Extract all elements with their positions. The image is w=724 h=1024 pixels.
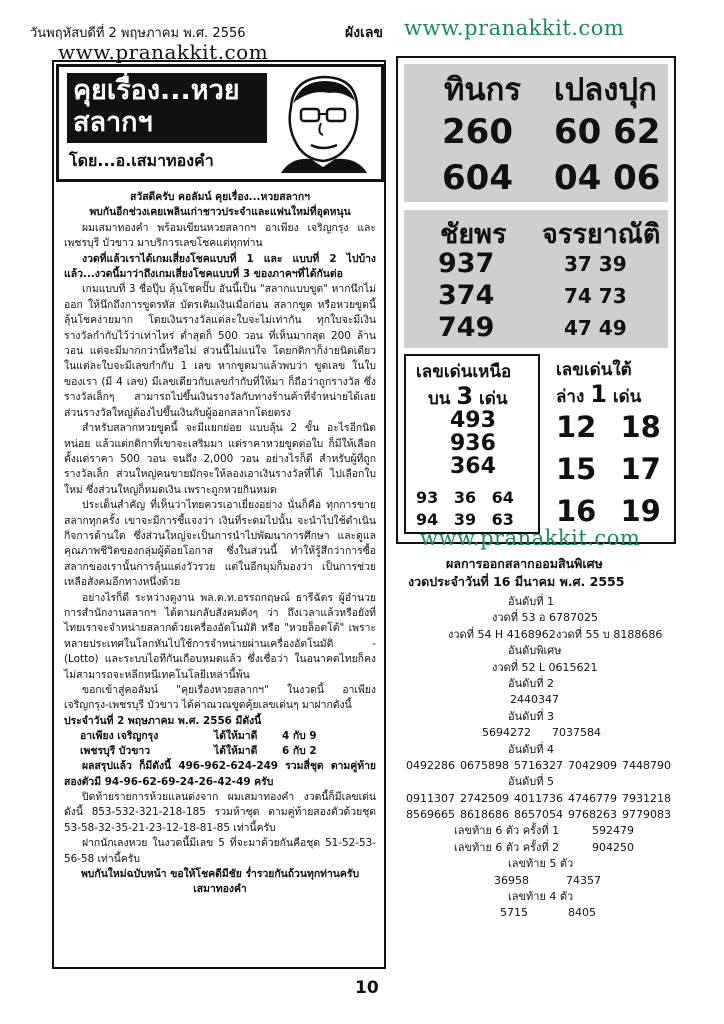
prediction-block-middle [404, 210, 668, 348]
result-row [408, 742, 670, 758]
predictor-name: เปลงปุก [554, 72, 657, 108]
pick-name: อาเพียง เจริญกรุง [80, 730, 159, 743]
result-row [408, 709, 670, 725]
column-body [64, 190, 376, 898]
result-value: 74357 [566, 873, 601, 887]
prediction-number: 74 73 [564, 284, 627, 308]
column-author: โดย...อ.เสมาทองคำ [69, 151, 214, 170]
result-value: 0675898 [460, 758, 509, 772]
column-paragraph: ประเด็นสำคัญ ที่เห็นว่าไทยควรเอาเยี่ยงอย่าง นั่นก็คือ ทุกการขายสลากทุกครั้ง เขาจะมีการชี้แจงว่า เงินที่ระดมไปนั้น จะนำไปใช้ดำเนินกิจการด้านใด ซึ่งส่วนใหญ่จะเป็นการนำไปพัฒนาการศึกษา และดูแลคุณภาพชีวิตของกลุ่มผู้ด้อยโอกาส ซึ่งในส่วนนี้ ทำให้รู้สึกว่าการซื้อสลากของเรานั้นการลุ้นแต่งวัวรวย แต่ในอีกมุมก็มองว่า เป็นการช่วยเหลือสังคมอีกทางหนึ่งด้วย [64, 499, 376, 589]
column-summary: ผลสรุปแล้ว ก็มีดังนี้ 496-962-624-249 รวมสี่ชุด ตามคู่ท้ายสองตัวมี 94-96-62-69-24-26-42-49 ครับ [64, 760, 376, 788]
predictor-name: ชัยพร [440, 219, 507, 250]
results-title-text: ผลการออกสลากออมสินพิเศษ [446, 556, 603, 571]
north-main-number: 364 [450, 454, 496, 479]
result-row [408, 692, 670, 708]
south-subtitle-num: 1 [590, 380, 607, 408]
prediction-number: 374 [438, 280, 495, 311]
result-value: 7448790 [622, 758, 671, 772]
column-banner [56, 64, 384, 182]
prediction-number: 04 06 [554, 158, 661, 198]
result-row [408, 627, 670, 643]
pick-pair: 4 กับ 9 [282, 730, 317, 743]
north-subtitle-a: บน [428, 389, 451, 409]
pick-pair: 6 กับ 2 [282, 745, 317, 758]
watermark-top-left: www.pranakkit.com [58, 40, 269, 64]
rank-label: อันดับที่ 3 [508, 709, 554, 723]
author-caricature-image [271, 67, 377, 173]
result-value: 4746779 [568, 791, 617, 805]
north-main-number: 493 [450, 408, 496, 433]
column-summary: ฝากนักเลงหวย ในงวดนี้มีเลข 5 ที่จะมาด้วยกันคือชุด 51-52-53-56-58 เท่านี้ครับ [64, 837, 376, 865]
north-pair-row: 93 36 64 [416, 488, 514, 507]
rank-label: อันดับที่ 1 [508, 595, 554, 608]
prediction-number: 47 49 [564, 316, 627, 340]
result-value: 2440347 [510, 693, 559, 707]
result-row [408, 905, 670, 921]
pick-row [64, 744, 376, 759]
pick-label: ได้ให้มาดี [214, 745, 258, 758]
rank-label: อันดับที่ 5 [508, 775, 554, 789]
north-numbers-box [404, 354, 540, 534]
prediction-number: 260 [442, 112, 513, 152]
result-value: 0492286 [406, 758, 455, 772]
column-greeting: สวัสดีครับ คอลัมน์ คุยเรื่อง...หวยสลากฯ [130, 191, 310, 203]
issue-date: วันพฤหัสบดีที่ 2 พฤษภาคม พ.ศ. 2556 [30, 26, 246, 41]
rank-label: อันดับที่ 4 [508, 742, 554, 756]
rank-label: อันดับพิเศษ [508, 644, 562, 658]
rank-label: เลขท้าย 5 ตัว [508, 857, 574, 871]
results-date-text: งวดประจำวันที่ 16 มีนาคม พ.ศ. 2555 [408, 574, 625, 589]
picks-date-title: ประจำวันที่ 2 พฤษภาคม พ.ศ. 2556 มีดังนี้ [64, 714, 262, 727]
results-title [408, 556, 670, 574]
column-title-line2: สลากฯ [73, 107, 153, 138]
result-row [408, 758, 670, 774]
prediction-block-top [404, 64, 668, 202]
watermark-top-right: www.pranakkit.com [404, 16, 625, 40]
column-paragraph: เกมแบบที่ 3 ชื่อปุ๊บ ลุ้นโชคปั๊บ อันนี้เป็น "สลากแบบขูด" หากนึกไม่ออก ให้นึกถึงการขูดรหัส บัตรเติมเงินเมื่อก่อน สลากขูด หรือหวยขูดนี้ ลุ้นโชคง่ายมาก โดยเงินรางวัลแต่ละใบจะไม่เท่ากัน ทุกใบจะมีเงินรางวัลกำกับไว้ว่าเท่าไหร่ ต่ำสุดก็ 500 วอน ที่เห็นมากสุด 200 ล้านวอน แต่จะมีมากกว่านี้หรือไม่ ส่วนนี้ไม่แน่ใจ โดยกติกาก็ง่ายนิดเดียว ในแต่ละใบจะมีเลขกำกับ 1 เลข หากขูดมาแล้วพบว่า ขูดเลข ในใบของเรา (มี 4 เลข) มีเลขเดียวกับเลขกำกับที่ให้มา ก็ถือว่าถูกรางวัล ซึ่งรางวัลเล็กๆ สามารถไปขึ้นเงินรางวัลกับทางร้านค้าที่จำหน่ายได้เลย ส่วนรางวัลใหญ่ต้องไปขึ้นเงินกับผู้ออกสลากโดยตรง [64, 283, 376, 419]
column-title-box [67, 73, 267, 143]
watermark-middle: www.pranakkit.com [420, 526, 641, 550]
south-subtitle-a: ล่าง [556, 387, 585, 407]
result-row [408, 610, 670, 626]
result-row [408, 840, 670, 856]
result-value: งวดที่ 52 L 0615621 [492, 660, 598, 674]
pick-name: เพชรบุรี บัวขาว [80, 745, 151, 758]
result-value: 8657054 [514, 808, 563, 822]
result-row [408, 791, 670, 807]
predictor-name: จรรยาณัติ [542, 219, 661, 250]
south-pair-row: 16 19 [556, 494, 661, 528]
south-pair-row: 15 17 [556, 452, 661, 486]
column-paragraph: อย่างไรก็ดี ระหว่างดูงาน พล.ต.ท.อรรถกฤษณ์ ธารีฉัตร ผู้อำนวยการสำนักงานสลากฯ ได้ตามกลับสังคมดังๆ ว่า ถึงเวลาแล้วหรือยังที่ไทยเราจะจำหน่ายสลากด้วยเครื่องอัตโนมัติ หรือ "หวยล็อตโต้" เพราะหลายประเทศในโลกหันไปใช้การจำหน่ายผ่านเครื่องอัตโนมัติ - (Lotto) และระบบไอทีกันเกือบหมดแล้ว ซึ่งเชื่อว่า ในอนาคตไทยก็คงไม่สามารถจะหลีกหนีเทคโนโลยีเหล่านี้พ้น [64, 591, 376, 681]
rank-label: อันดับที่ 2 [508, 676, 554, 690]
result-value: งวดที่ 53 อ 6787025 [492, 611, 599, 625]
north-subtitle-num: 3 [456, 382, 474, 410]
column-title-line1: คุยเรื่อง...หวย [73, 75, 240, 106]
result-value: 7042909 [568, 758, 617, 772]
result-row [408, 725, 670, 741]
result-value: งวดที่ 54 H 4168962 [448, 627, 556, 641]
prediction-number: 937 [438, 248, 495, 279]
column-paragraph: ผมเสมาทองคำ พร้อมเขียนหวยสลากฯ อาเพียง เจริญกรุง และ เพชรบุรี บัวขาว มาบริการเลขโชคแต่ทุกท่าน [64, 221, 376, 250]
result-value: 9768263 [568, 808, 617, 822]
result-value: 8405 [568, 906, 596, 920]
result-row [408, 594, 670, 610]
south-subtitle-b: เด่น [612, 387, 642, 407]
south-pair-row: 12 18 [556, 410, 661, 444]
column-greeting-2: พบกันอีกช่วงเคยเพลินเก่าชาวประจำและแฟนใหม่ที่อุดหนุน [89, 206, 351, 219]
result-row [408, 807, 670, 823]
south-title: เลขเด่นใต้ [556, 360, 632, 380]
result-value: 7931218 [622, 791, 671, 805]
result-value: 4011736 [514, 791, 563, 805]
north-pair-row: 94 39 63 [416, 510, 514, 529]
column-paragraph: ขอกเข้าสู่คอลัมน์ "คุยเรื่องหวยสลากฯ" ในงวดนี้ อาเพียง เจริญกรุง-เพชรบุรี บัวขาว ได้ค่าณวณขูดคุ้ยเลขเด่นๆ มาฝากดังนี้ [64, 684, 376, 712]
column-summary: ปิดท้ายรายการห้วยแลนด่งจาก ผมเสมาทองคำ งวดนี้ก็มีเลขเด่นดังนี้ 853-532-321-218-185 รวมห้าชุด ตามคู่ท้ายสองตัวด้วยชุด 53-58-32-35-21-23-12-18-81-85 เท่านี้ครับ [64, 791, 376, 834]
result-value: 5715 [500, 906, 528, 920]
south-numbers-box [542, 354, 668, 534]
result-row [408, 676, 670, 692]
result-value: 36958 [494, 873, 529, 887]
result-value: 7037584 [552, 726, 601, 740]
result-row [408, 889, 670, 905]
results-date [408, 574, 670, 594]
north-subtitle-b: เด่น [478, 389, 508, 409]
column-signature: เสมาทองคำ [193, 883, 247, 896]
prediction-number: 37 39 [564, 252, 627, 276]
section-title: ผังเลข [345, 25, 383, 41]
rank-label: เลขท้าย 6 ตัว ครั้งที่ 1 [454, 824, 560, 838]
result-value: 2742509 [460, 791, 509, 805]
result-row [408, 856, 670, 872]
result-value: 0911307 [406, 791, 455, 805]
result-row [408, 774, 670, 790]
rank-label: เลขท้าย 4 ตัว [508, 890, 574, 904]
result-row [408, 643, 670, 659]
result-value: 9779083 [622, 808, 671, 822]
column-paragraph: สำหรับสลากหวยขูดนี้ จะมีแยกย่อย แบบลุ้น 2 ขั้น อะไรอีกนิดหน่อย แล้วแต่กติกาที่เขาจะเสริมมา แต่ราคาหวยขูดต่อใบ ก็มีให้เลือกตั้งแต่ราคา 500 วอน จนถึง 2,000 วอน อย่างไรก็ดี สำหรับผู้ที่ถูกรางวัลเล็ก ส่วนใหญ่คนขายมักจะให้ลองเอาเงินรางวัลที่ได้ ไปเลือกใบใหม่ ซึ่งส่วนใหญ่ก็หมดเงิน เพราะถูกหวยกินหมด [64, 422, 376, 496]
result-value: 904250 [592, 840, 634, 854]
result-value: 5716327 [514, 758, 563, 772]
column-paragraph: งวดที่แล้วเราได้เกมเสี่ยงโชคแบบที่ 1 และ แบบที่ 2 ไปบ้างแล้ว...งวดนี้มาว่าถึงเกมเสี่ยงโชคแบบที่ 3 ของภาคฯที่ได้กันต่อ [64, 252, 376, 281]
predictor-name: ทินกร [444, 72, 522, 108]
north-title: เลขเด่นเหนือ [416, 362, 512, 382]
result-value: 8569665 [406, 808, 455, 822]
prediction-number: 749 [438, 312, 495, 343]
lottery-results [408, 556, 670, 922]
result-row [408, 823, 670, 839]
column-closing: พบกันใหม่ฉบับหน้า ขอให้โชคดีมีชัย ร่ำรวยกันถ้วนทุกท่านครับ [80, 868, 360, 881]
prediction-number: 60 62 [554, 112, 661, 152]
south-subtitle [556, 380, 641, 410]
page-number: 10 [355, 978, 379, 998]
result-value: งวดที่ 55 บ 8188686 [556, 627, 663, 641]
pick-row [64, 729, 376, 744]
pick-label: ได้ให้มาดี [214, 730, 258, 743]
predictions-panel [396, 56, 676, 544]
north-main-number: 936 [450, 431, 496, 456]
result-value: 8618686 [460, 808, 509, 822]
rank-label: เลขท้าย 6 ตัว ครั้งที่ 2 [454, 840, 560, 854]
result-value: 5694272 [482, 726, 531, 740]
prediction-number: 604 [442, 158, 513, 198]
result-row [408, 873, 670, 889]
result-value: 592479 [592, 824, 634, 838]
result-row [408, 660, 670, 676]
